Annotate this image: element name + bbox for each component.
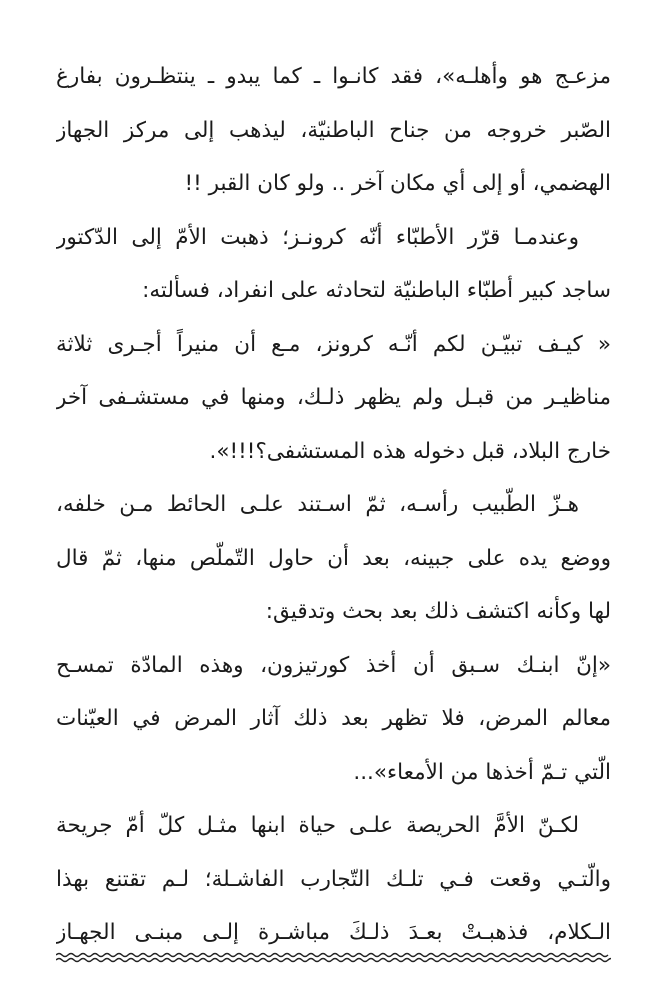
- text-line: الـكلام، فذهبـتْ بعـدَ ذلـكَ مباشـرة إلـى مبنـى الجهـاز: [56, 920, 611, 945]
- text-line: الصّبر خروجه من جناح الباطنيّة، ليذهب إلى مركز الجهاز: [56, 117, 611, 143]
- text-line: « كيـف تبيّـن لكم أنّـه كرونز، مـع أن منيراً أجـرى ثلاثة: [56, 331, 611, 357]
- text-line: الهضمي، أو إلى أي مكان آخر .. ولو كان القبر !!: [184, 171, 611, 196]
- text-line: والّتـي وقعت فـي تلـك التّجارب الفاشـلة؛ لـم تقتنع بهذا: [56, 866, 611, 892]
- paragraph: [56, 318, 611, 479]
- text-line: هـزّ الطّبيب رأسـه، ثمّ اسـتند علـى الحائط مـن خلفه،: [56, 492, 579, 517]
- text-line: ساجد كبير أطبّاء الباطنيّة لتحادثه على انفراد، فسألته:: [142, 278, 611, 303]
- text-line: الّتي تـمّ أخذها من الأمعاء»...: [353, 759, 611, 785]
- paragraph: [56, 799, 611, 960]
- text-line: مناظيـر من قبـل ولم يظهر ذلـك، ومنها في مستشـفى آخر: [56, 385, 611, 410]
- text-line: معالم المرض، فلا تظهر بعد ذلك آثار المرض في العيّنات: [56, 706, 611, 731]
- wavy-line-top: [56, 954, 608, 957]
- text-line: ووضع يده على جبينه، بعد أن حاول التّملّص منها، ثمّ قال: [56, 545, 611, 571]
- text-line: لها وكأنه اكتشف ذلك بعد بحث وتدقيق:: [265, 599, 611, 624]
- book-page: [56, 50, 611, 960]
- paragraph: [56, 211, 611, 318]
- text-line: خارج البلاد، قبل دخوله هذه المستشفى؟!!!».: [209, 438, 611, 464]
- paragraph: [56, 50, 611, 211]
- text-line: لكـنّ الأمَّ الحريصة علـى حياة ابنها مثـل كلّ أمّ جريحة: [56, 813, 579, 838]
- wavy-line-bottom: [56, 959, 611, 962]
- text-line: وعندمـا قرّر الأطبّاء أنّه كرونـز؛ ذهبت الأمّ إلى الدّكتور: [56, 224, 579, 250]
- paragraph: [56, 639, 611, 800]
- wavy-divider: [56, 950, 611, 964]
- paragraph: [56, 478, 611, 639]
- text-line: «إنّ ابنـك سـبق أن أخذ كورتيزون، وهذه المادّة تمسـح: [56, 652, 611, 678]
- text-line: مزعـج هو وأهلـه»، فقد كانـوا ـ كما يبدو ـ ينتظـرون بفارغ: [56, 64, 611, 89]
